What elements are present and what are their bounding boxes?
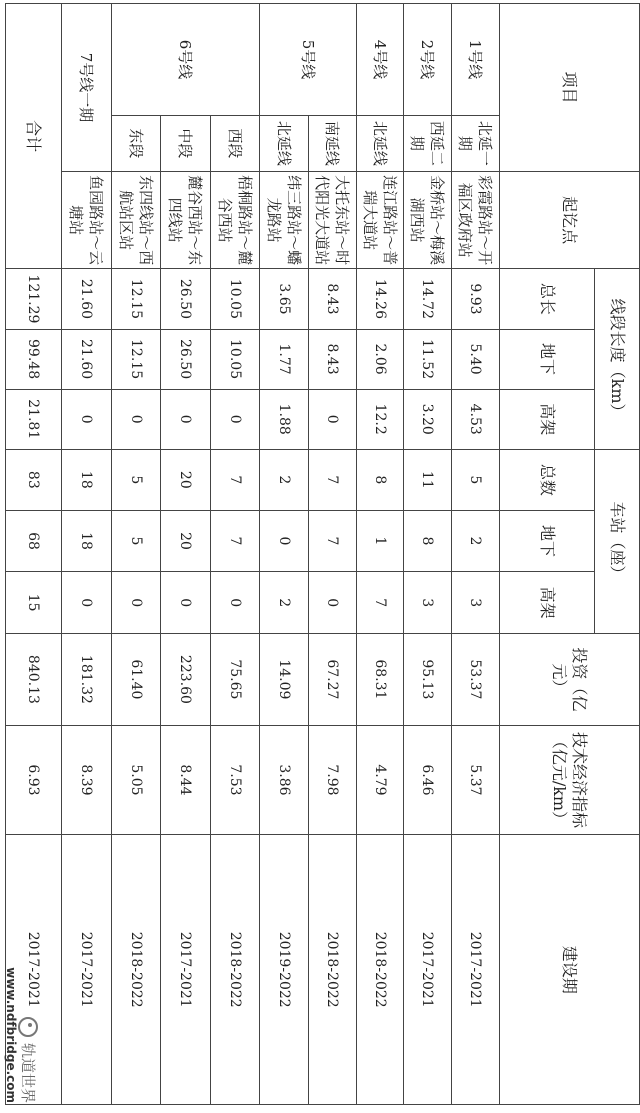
period-cell: 2019-2022 [260, 835, 309, 1105]
period-cell: 2017-2021 [62, 835, 112, 1105]
elevated-cell: 0 [112, 389, 161, 449]
header-investment: 投资（亿元） [500, 634, 640, 725]
total-length-cell: 12.15 [112, 269, 161, 329]
station-underground-cell: 20 [161, 510, 211, 571]
station-elevated-cell: 0 [211, 572, 260, 634]
elevated-cell: 0 [211, 389, 260, 449]
total-length-cell: 10.05 [211, 269, 260, 329]
total-length-cell: 21.60 [62, 269, 112, 329]
route-cell: 大托东站～时代阳光大道站 [309, 171, 357, 268]
header-length-group: 线段长度（km） [595, 269, 640, 449]
metro-project-table [5, 3, 640, 1105]
route-cell: 金桥站～梅溪湖西站 [404, 171, 452, 268]
elevated-cell: 1.88 [260, 389, 309, 449]
indicator-cell: 7.98 [309, 725, 357, 835]
total-length-cell: 8.43 [309, 269, 357, 329]
line-label: 1号线 [452, 4, 500, 116]
indicator-cell: 5.05 [112, 725, 161, 835]
line-label: 6号线 [112, 4, 260, 116]
station-underground-cell: 5 [112, 510, 161, 571]
station-total-cell: 11 [404, 449, 452, 510]
line-label: 7号线一期 [62, 4, 112, 172]
indicator-sum: 6.93 [6, 725, 62, 835]
section-label: 中段 [161, 115, 211, 171]
route-cell: 东四线站～西航站区站 [112, 171, 161, 268]
route-cell: 连江路站～普瑞大道站 [357, 171, 404, 268]
period-cell: 2017-2021 [404, 835, 452, 1105]
elevated-cell: 4.53 [452, 389, 500, 449]
period-cell: 2018-2022 [211, 835, 260, 1105]
investment-cell: 68.31 [357, 634, 404, 725]
total-length-cell: 14.72 [404, 269, 452, 329]
investment-cell: 95.13 [404, 634, 452, 725]
station-elevated-cell: 3 [452, 572, 500, 634]
header-indicator: 技术经济指标（亿元/km） [500, 725, 640, 835]
investment-cell: 75.65 [211, 634, 260, 725]
indicator-cell: 3.86 [260, 725, 309, 835]
header-station-underground: 地下 [500, 510, 595, 571]
header-total-length: 总长 [500, 269, 595, 329]
total-length-sum: 121.29 [6, 269, 62, 329]
total-length-cell: 26.50 [161, 269, 211, 329]
indicator-cell: 7.53 [211, 725, 260, 835]
header-route: 起讫点 [500, 171, 640, 268]
investment-cell: 181.32 [62, 634, 112, 725]
underground-cell: 12.15 [112, 329, 161, 389]
station-underground-cell: 0 [260, 510, 309, 571]
line-label: 5号线 [260, 4, 357, 116]
route-cell: 彩霞路站～开福区政府站 [452, 171, 500, 268]
header-station-elevated: 高架 [500, 572, 595, 634]
station-underground-cell: 1 [357, 510, 404, 571]
header-project: 项目 [500, 4, 640, 172]
header-station-total: 总数 [500, 449, 595, 510]
station-underground-cell: 7 [309, 510, 357, 571]
elevated-cell: 12.2 [357, 389, 404, 449]
station-elevated-cell: 0 [112, 572, 161, 634]
station-elevated-cell: 0 [62, 572, 112, 634]
investment-cell: 14.09 [260, 634, 309, 725]
station-underground-sum: 68 [6, 510, 62, 571]
period-cell: 2018-2022 [357, 835, 404, 1105]
underground-cell: 26.50 [161, 329, 211, 389]
elevated-sum: 21.81 [6, 389, 62, 449]
header-elevated: 高架 [500, 389, 595, 449]
line-label: 4号线 [357, 4, 404, 116]
underground-cell: 21.60 [62, 329, 112, 389]
route-cell: 麓谷西站～东四线站 [161, 171, 211, 268]
station-underground-cell: 2 [452, 510, 500, 571]
period-cell: 2017-2021 [161, 835, 211, 1105]
underground-cell: 2.06 [357, 329, 404, 389]
station-total-cell: 8 [357, 449, 404, 510]
elevated-cell: 3.20 [404, 389, 452, 449]
station-total-cell: 7 [309, 449, 357, 510]
section-label: 北延线 [357, 115, 404, 171]
elevated-cell: 0 [161, 389, 211, 449]
station-underground-cell: 18 [62, 510, 112, 571]
station-elevated-cell: 3 [404, 572, 452, 634]
station-total-cell: 2 [260, 449, 309, 510]
investment-sum: 840.13 [6, 634, 62, 725]
station-total-cell: 20 [161, 449, 211, 510]
station-total-cell: 18 [62, 449, 112, 510]
underground-cell: 5.40 [452, 329, 500, 389]
underground-cell: 1.77 [260, 329, 309, 389]
investment-cell: 67.27 [309, 634, 357, 725]
total-length-cell: 14.26 [357, 269, 404, 329]
period-cell: 2017-2021 [452, 835, 500, 1105]
investment-cell: 61.40 [112, 634, 161, 725]
header-underground: 地下 [500, 329, 595, 389]
indicator-cell: 8.44 [161, 725, 211, 835]
watermark-title: 轨道世界 [19, 1042, 37, 1103]
station-elevated-cell: 0 [161, 572, 211, 634]
total-length-cell: 3.65 [260, 269, 309, 329]
total-row-label: 合计 [6, 4, 62, 269]
header-period: 建设期 [500, 835, 640, 1105]
section-label: 西段 [211, 115, 260, 171]
route-cell: 纬三路站～蟠龙路站 [260, 171, 309, 268]
station-total-cell: 7 [211, 449, 260, 510]
elevated-cell: 0 [62, 389, 112, 449]
investment-cell: 223.60 [161, 634, 211, 725]
wechat-icon [19, 1017, 39, 1037]
section-label: 北延一期 [452, 115, 500, 171]
period-cell: 2018-2022 [309, 835, 357, 1105]
watermark-url: www.ndfbridge.com [4, 967, 18, 1103]
watermark [4, 967, 39, 1103]
line-label: 2号线 [404, 4, 452, 116]
station-elevated-cell: 2 [260, 572, 309, 634]
total-length-cell: 9.93 [452, 269, 500, 329]
station-elevated-sum: 15 [6, 572, 62, 634]
underground-cell: 8.43 [309, 329, 357, 389]
station-total-sum: 83 [6, 449, 62, 510]
station-total-cell: 5 [112, 449, 161, 510]
route-cell: 梧桐路站～麓谷西站 [211, 171, 260, 268]
underground-cell: 11.52 [404, 329, 452, 389]
section-label: 东段 [112, 115, 161, 171]
indicator-cell: 8.39 [62, 725, 112, 835]
station-total-cell: 5 [452, 449, 500, 510]
indicator-cell: 6.46 [404, 725, 452, 835]
underground-cell: 10.05 [211, 329, 260, 389]
period-cell: 2018-2022 [112, 835, 161, 1105]
section-label: 北延线 [260, 115, 309, 171]
station-underground-cell: 8 [404, 510, 452, 571]
station-underground-cell: 7 [211, 510, 260, 571]
indicator-cell: 4.79 [357, 725, 404, 835]
route-cell: 鱼园路站～云塘站 [62, 171, 112, 268]
station-elevated-cell: 0 [309, 572, 357, 634]
period-sum: 2017-2021 [6, 835, 62, 1105]
header-station-group: 车站（座） [595, 449, 640, 634]
indicator-cell: 5.37 [452, 725, 500, 835]
elevated-cell: 0 [309, 389, 357, 449]
station-elevated-cell: 7 [357, 572, 404, 634]
underground-sum: 99.48 [6, 329, 62, 389]
section-label: 南延线 [309, 115, 357, 171]
investment-cell: 53.37 [452, 634, 500, 725]
section-label: 西延二期 [404, 115, 452, 171]
